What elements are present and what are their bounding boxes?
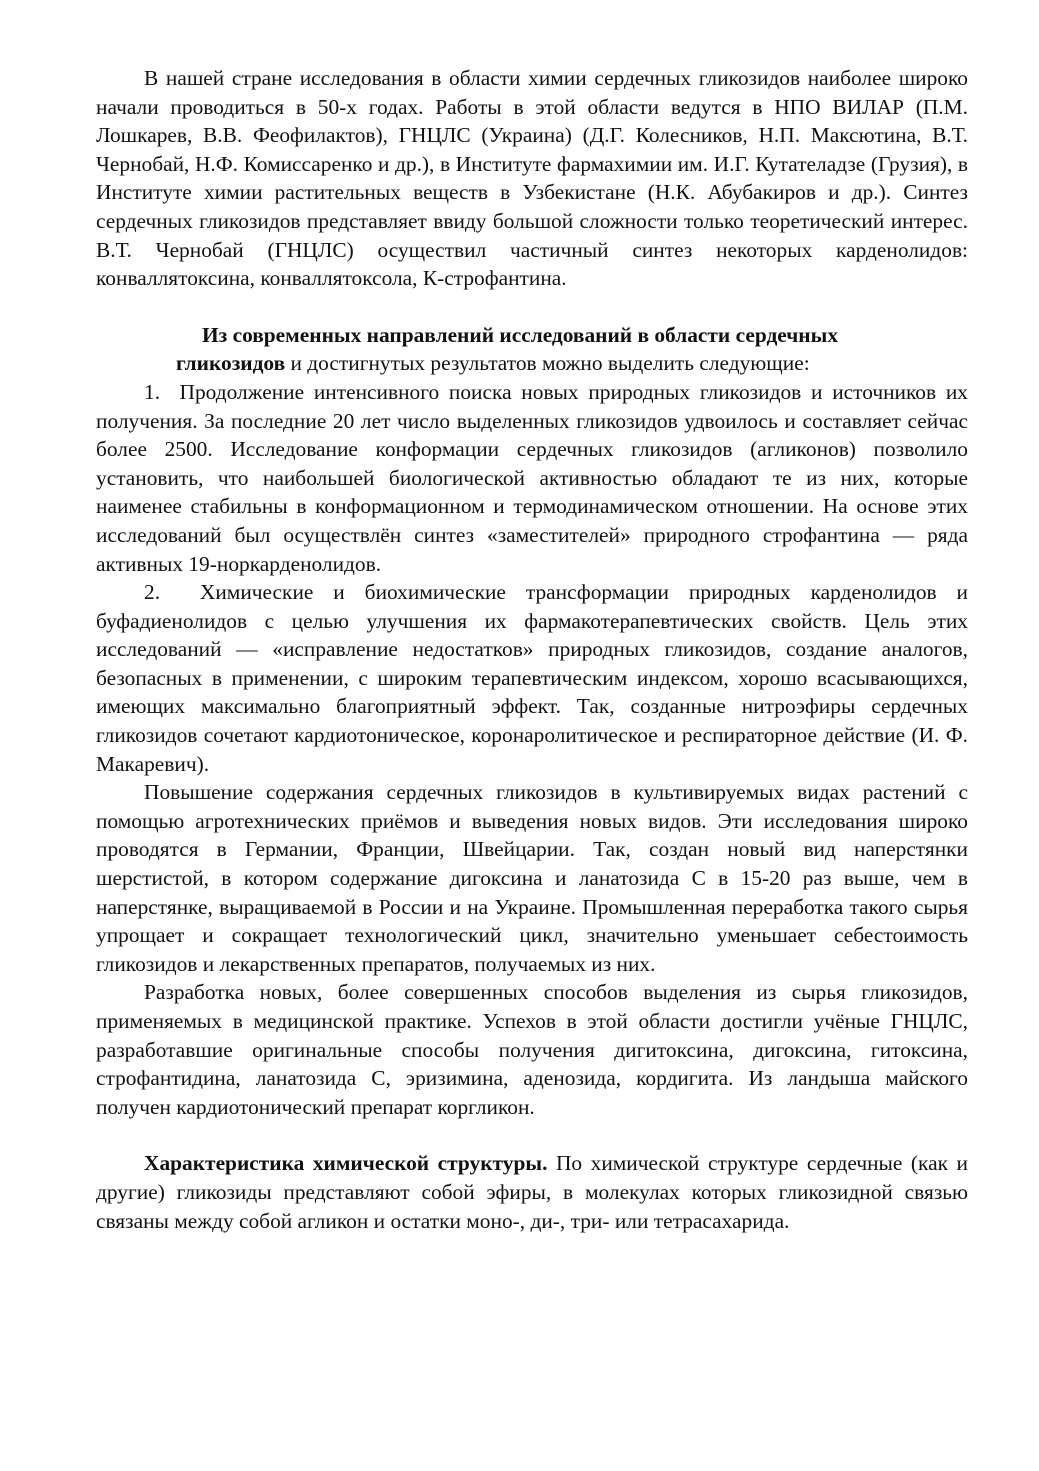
section-spacer xyxy=(96,293,968,321)
heading-rest-text: и достигнутых результатов можно выделить следующие: xyxy=(285,351,810,376)
structure-heading: Характеристика химической структуры. xyxy=(144,1151,548,1176)
intro-paragraph: В нашей стране исследования в области химии сердечных гликозидов наиболее широко начали проводиться в 50-х годах. Работы в этой области ведутся в НПО ВИЛАР (П.М. Лошкарев, В.В. Феофилактов), ГНЦЛС (Украина) (Д.Г. Колесников, Н.П. Максютина, В.Т. Чернобай, Н.Ф. Комиссаренко и др.), в Институте фармахимии им. И.Г. Кутателадзе (Грузия), в Институте химии растительных веществ в Узбекистане (Н.К. Абубакиров и др.). Синтез сердечных гликозидов представляет ввиду большой сложности только теоретический интерес. В.Т. Чернобай (ГНЦЛС) осуществил частичный синтез некоторых карденолидов: конваллятоксина, конваллятоксола, К-строфантина. xyxy=(96,66,968,291)
section-spacer xyxy=(96,1121,968,1149)
document-page xyxy=(96,64,968,1235)
list-item-2: 2. Химические и биохимические трансформации природных карденолидов и буфадиенолидов с целью улучшения их фармакотерапевтических свойств. Цель этих исследований — «исправление недостатков» природных гликозидов, создание аналогов, безопасных в применении, с широким терапевтическим индексом, хорошо всасывающихся, имеющих максимально благоприятный эффект. Так, созданные нитроэфиры сердечных гликозидов сочетают кардиотоническое, коронаролитическое и респираторное действие (И. Ф. Макаревич). xyxy=(96,580,968,776)
research-directions-heading xyxy=(96,321,968,378)
structure-paragraph xyxy=(96,1149,968,1235)
list-item-1: 1. Продолжение интенсивного поиска новых природных гликозидов и источников их получения. За последние 20 лет число выделенных гликозидов удвоилось и составляет сейчас более 2500. Исследование конформации сердечных гликозидов (агликонов) позволило установить, что наибольшей биологической активностью обладают те из них, которые наименее стабильны в конформационном и термодинамическом отношении. На основе этих исследований был осуществлён синтез «заместителей» природного строфантина — ряда активных 19-норкарденолидов. xyxy=(96,379,968,576)
heading-bold-line: Из современных направлений исследований в области сердечных xyxy=(202,322,839,347)
structure-text: По химической структуре сердечные (как и другие) гликозиды представляют собой эфиры, в молекулах которых гликозидной связью связаны между собой агликон и остатки моно-, ди-, три- или тетрасахарида. xyxy=(96,1151,968,1233)
heading-bold-word: гликозидов xyxy=(176,351,286,376)
cultivation-paragraph: Повышение содержания сердечных гликозидов в культивируемых видах растений с помощью агротехнических приёмов и выведения новых видов. Эти исследования широко проводятся в Германии, Франции, Швейцарии. Так, создан новый вид наперстянки шерстистой, в котором содержание дигоксина и ланатозида С в 15-20 раз выше, чем в наперстянке, выращиваемой в России и на Украине. Промышленная переработка такого сырья упрощает и сокращает технологический цикл, значительно уменьшает себестоимость гликозидов и лекарственных препаратов, получаемых из них. xyxy=(96,780,968,976)
heading-second-line xyxy=(96,349,968,378)
isolation-paragraph: Разработка новых, более совершенных способов выделения из сырья гликозидов, применяемых в медицинской практике. Успехов в этой области достигли учёные ГНЦЛС, разработавшие оригинальные способы получения дигитоксина, дигоксина, гитоксина, строфантидина, ланатозида С, эризимина, аденозида, кордигита. Из ландыша майского получен кардиотонический препарат коргликон. xyxy=(96,980,968,1119)
